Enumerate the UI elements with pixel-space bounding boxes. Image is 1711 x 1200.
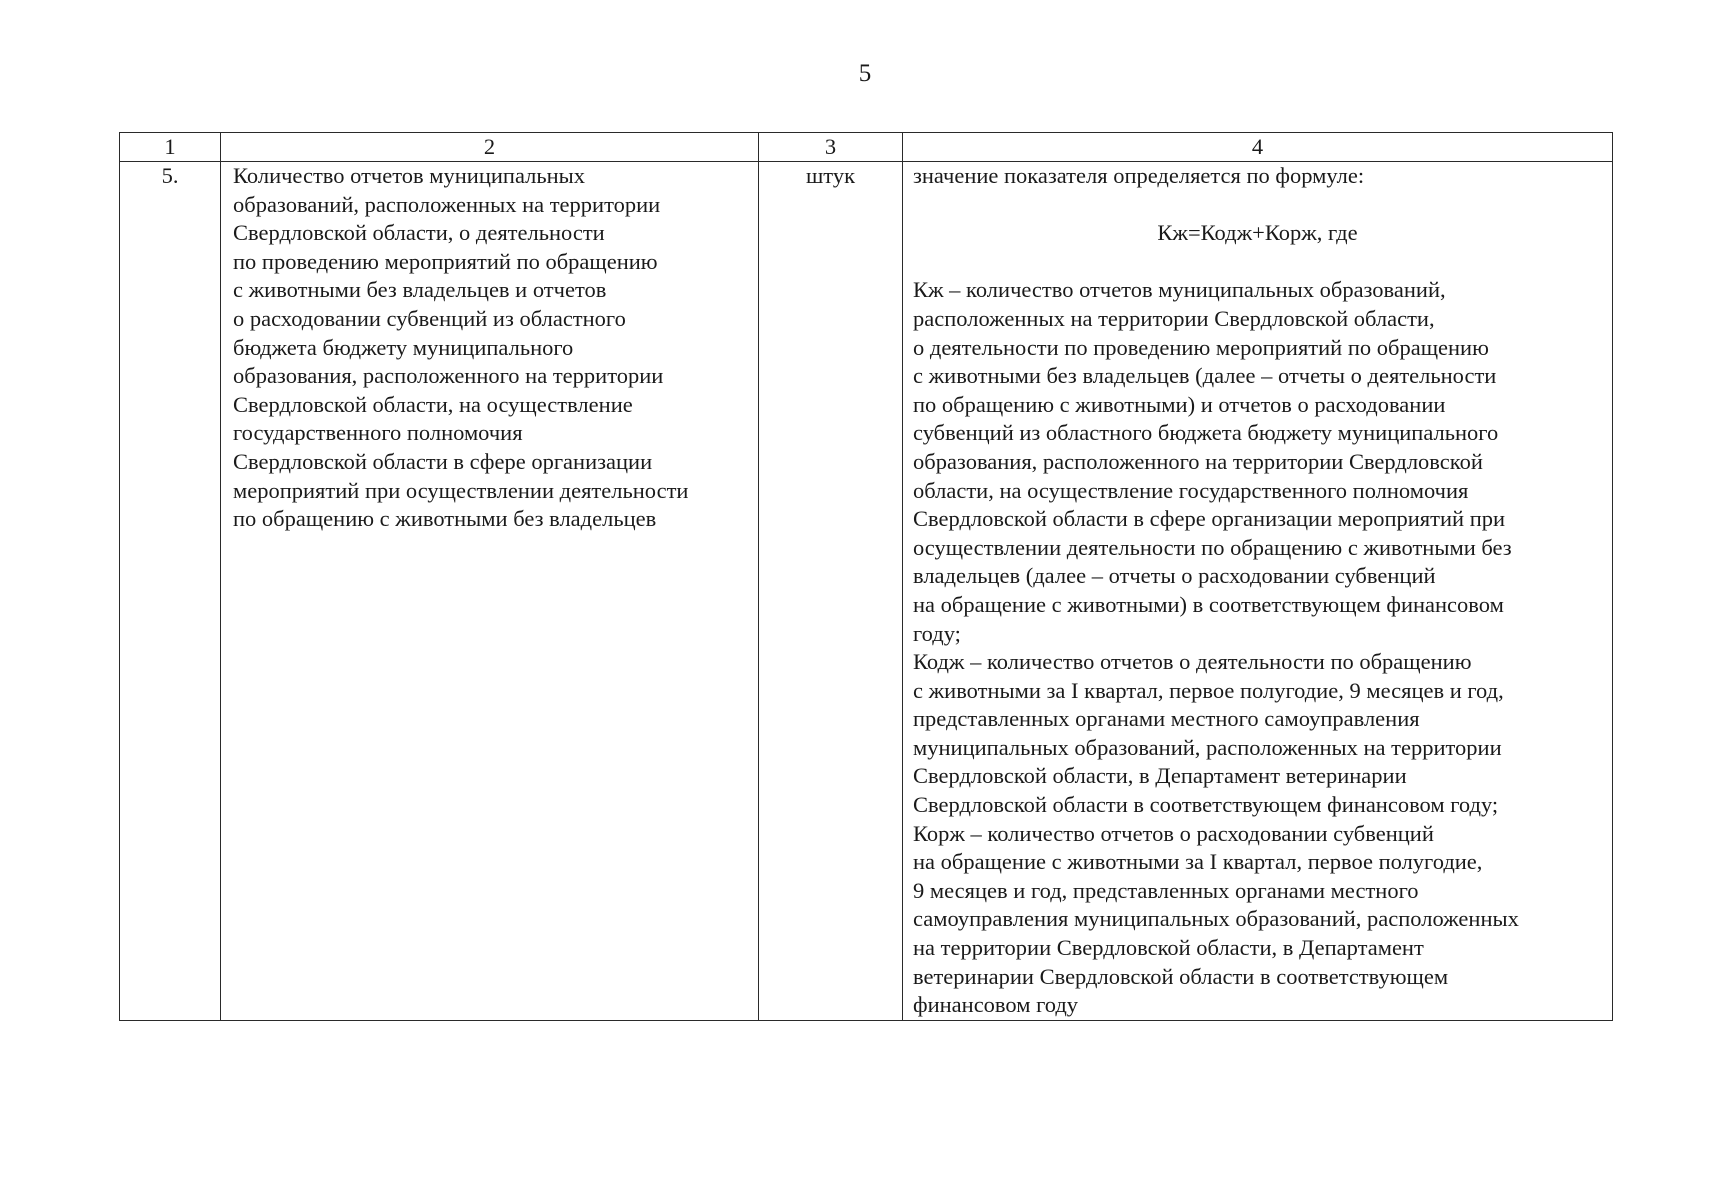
indicator-name-line: мероприятий при осуществлении деятельности [233,477,689,503]
method-line: муниципальных образований, расположенных на территории [913,734,1502,760]
method-line: ветеринарии Свердловской области в соответствующем [913,963,1449,989]
row-number-cell: 5. [120,162,221,1021]
indicator-name-line: образования, расположенного на территории [233,363,664,389]
indicator-name-line: по обращению с животными без владельцев [233,506,657,532]
method-line: о деятельности по проведению мероприятий по обращению [913,334,1489,360]
method-line: Свердловской области в сфере организации мероприятий при [913,506,1506,532]
method-line: на обращение с животными за I квартал, первое полугодие, [913,849,1483,875]
method-line: 9 месяцев и год, представленных органами местного [913,877,1419,903]
method-line: на территории Свердловской области, в Департамент [913,935,1424,961]
formula: Кж=Кодж+Корж, где [1157,220,1358,246]
indicator-name-cell [221,162,759,1021]
indicator-name-line: бюджета бюджету муниципального [233,334,574,360]
method-line: осуществлении деятельности по обращению с животными без [913,534,1512,560]
header-col-1: 1 [120,133,221,162]
method-line: Кж – количество отчетов муниципальных образований, [913,277,1446,303]
method-line: году; [913,620,961,646]
indicator-name-line: государственного полномочия [233,420,523,446]
method-description [913,276,1602,1019]
calculation-method-cell [903,162,1613,1021]
method-line: на обращение с животными) в соответствующем финансовом [913,591,1504,617]
header-col-2: 2 [221,133,759,162]
table-header-row [120,133,1613,162]
method-line: Корж – количество отчетов о расходовании субвенций [913,820,1434,846]
spacer [913,191,1602,220]
indicator-name-line: Свердловской области, на осуществление [233,391,633,417]
indicator-name-line: образований, расположенных на территории [233,191,661,217]
indicator-name-line: Свердловской области, о деятельности [233,220,605,246]
method-line: по обращению с животными) и отчетов о расходовании [913,391,1446,417]
method-intro: значение показателя определяется по формуле: [913,163,1365,188]
method-line: владельцев (далее – отчеты о расходовании субвенций [913,563,1436,589]
table-row [120,162,1613,1021]
indicator-name-line: по проведению мероприятий по обращению [233,248,658,274]
method-line: Свердловской области в соответствующем финансовом году; [913,792,1499,818]
page-number: 5 [858,60,872,87]
method-line: образования, расположенного на территории Свердловской [913,448,1483,474]
method-line: расположенных на территории Свердловской области, [913,305,1435,331]
method-line: представленных органами местного самоуправления [913,706,1420,732]
unit-cell: штук [759,162,903,1021]
header-col-4: 4 [903,133,1613,162]
indicator-name-line: о расходовании субвенций из областного [233,305,626,331]
indicator-name-line: Свердловской области в сфере организации [233,448,653,474]
method-line: Кодж – количество отчетов о деятельности по обращению [913,649,1472,675]
method-line: Свердловской области, в Департамент ветеринарии [913,763,1407,789]
method-line: с животными без владельцев (далее – отчеты о деятельности [913,363,1497,389]
spacer [913,248,1602,277]
method-line: области, на осуществление государственного полномочия [913,477,1469,503]
method-line: с животными за I квартал, первое полугодие, 9 месяцев и год, [913,677,1504,703]
indicator-name-line: с животными без владельцев и отчетов [233,277,607,303]
method-line: финансовом году [913,992,1079,1018]
indicator-table [119,132,1613,1021]
method-line: самоуправления муниципальных образований, расположенных [913,906,1519,932]
indicator-name-line: Количество отчетов муниципальных [233,163,586,188]
method-line: субвенций из областного бюджета бюджету муниципального [913,420,1499,446]
header-col-3: 3 [759,133,903,162]
